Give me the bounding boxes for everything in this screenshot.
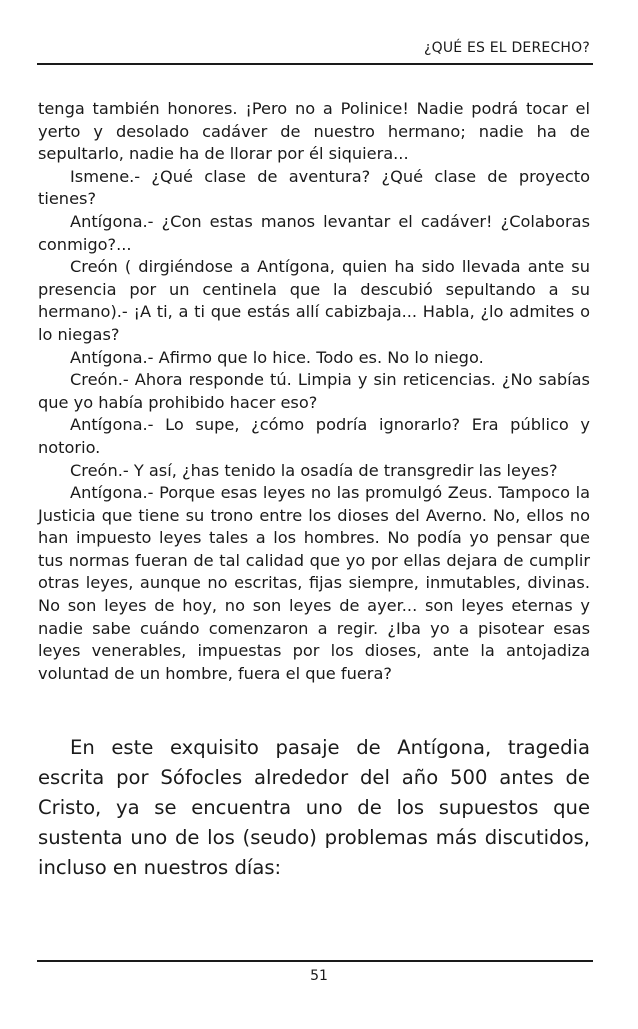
paragraph-creon-3: Creón.- Y así, ¿has tenido la osadía de transgredir las leyes? (70, 460, 558, 480)
paragraph-antigona-3: Antígona.- Lo supe, ¿cómo podría ignorarlo? Era público y notorio. (38, 415, 590, 457)
commentary-section (38, 733, 590, 883)
paragraph-antigona-4: Antígona.- Porque esas leyes no las promulgó Zeus. Tampoco la Justicia que tiene su trono entre los dioses del Averno. No, ellos no han impuesto leyes tales a los hombres. No podía yo pensar que tus normas fueran de tal calidad que yo por ellas dejara de cumplir otras leyes, aunque no escritas, fijas siempre, inmutables, divinas. No son leyes de hoy, no son leyes de ayer... son leyes eternas y nadie sabe cuándo comenzaron a regir. ¿Iba yo a pisotear esas leyes venerables, impuestas por los dioses, ante la antojadiza voluntad de un hombre, fuera el que fuera? (38, 483, 590, 683)
paragraph-antigona-1: Antígona.- ¿Con estas manos levantar el cadáver! ¿Colaboras conmigo?... (38, 211, 590, 254)
paragraph-ismene: Ismene.- ¿Qué clase de aventura? ¿Qué clase de proyecto tienes? (38, 166, 590, 209)
page-number: 51 (310, 968, 328, 984)
paragraph-antigona-2: Antígona.- Afirmo que lo hice. Todo es. No lo niego. (70, 347, 484, 367)
paragraph-continuation: tenga también honores. ¡Pero no a Polinice! Nadie podrá tocar el yerto y desolado cadáver de nuestro hermano; nadie ha de sepultarlo, nadie ha de llorar por él siquiera... (38, 99, 590, 164)
paragraph-creon-1: Creón ( dirgiéndose a Antígona, quien ha sido llevada ante su presencia por un centinela que la descubió sepultando a su hermano).- ¡A ti, a ti que estás allí cabizbaja... Habla, ¿lo admites o lo niegas? (38, 257, 590, 344)
commentary-paragraph: En este exquisito pasaje de Antígona, tragedia escrita por Sófocles alrededor del año 500 antes de Cristo, ya se encuentra uno de los supuestos que sustenta uno de los (seudo) problemas más discutidos, incluso en nuestros días: (38, 736, 590, 879)
footer-rule (37, 960, 593, 962)
header-rule (37, 63, 593, 65)
dialogue-excerpt (38, 98, 590, 685)
paragraph-creon-2: Creón.- Ahora responde tú. Limpia y sin reticencias. ¿No sabías que yo había prohibido hacer eso? (38, 370, 590, 412)
running-header: ¿QUÉ ES EL DERECHO? (423, 40, 590, 56)
